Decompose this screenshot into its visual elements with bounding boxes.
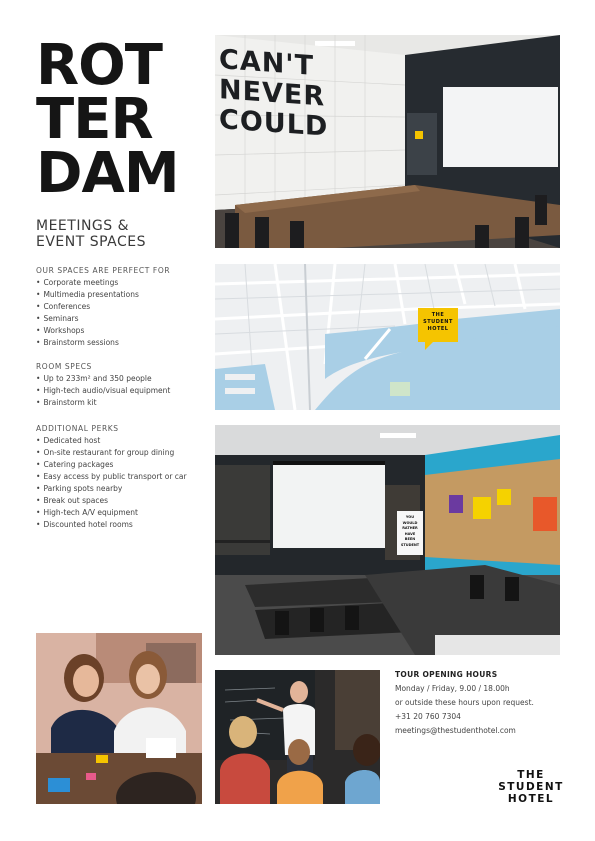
tour-heading: TOUR OPENING HOURS <box>395 670 498 679</box>
teal-room-illustration <box>215 425 560 655</box>
perks-list <box>36 435 187 531</box>
meeting-room-photo-2 <box>215 425 560 655</box>
brand-line-1: THE <box>517 769 545 781</box>
section-heading-room-specs: ROOM SPECS <box>36 362 92 371</box>
spaces-list <box>36 277 139 349</box>
list-item: • Up to 233m² and 350 people <box>36 373 170 385</box>
brand-line-2: STUDENT <box>498 781 564 793</box>
tour-phone[interactable]: +31 20 760 7304 <box>395 712 461 721</box>
list-item: • On-site restaurant for group dining <box>36 447 187 459</box>
map-marker-line: STUDENT <box>423 319 453 325</box>
list-item: • Easy access by public transport or car <box>36 471 187 483</box>
section-heading-spaces: OUR SPACES ARE PERFECT FOR <box>36 266 171 275</box>
tour-email[interactable]: meetings@thestudenthotel.com <box>395 726 516 735</box>
room-specs-list <box>36 373 170 409</box>
wall-text-line-3: COULD <box>219 104 329 143</box>
location-map[interactable] <box>215 264 560 410</box>
title-line-2: TER <box>36 87 153 152</box>
list-item: • Discounted hotel rooms <box>36 519 187 531</box>
list-item: • Brainstorm kit <box>36 397 170 409</box>
sign-line: RATHER <box>402 526 418 530</box>
list-item: • Corporate meetings <box>36 277 139 289</box>
list-item: • Catering packages <box>36 459 187 471</box>
tour-note: or outside these hours upon request. <box>395 698 534 707</box>
presenter-illustration <box>215 670 380 804</box>
list-item: • Brainstorm sessions <box>36 337 139 349</box>
list-item: • High-tech A/V equipment <box>36 507 187 519</box>
women-meeting-illustration <box>36 633 202 804</box>
brand-line-3: HOTEL <box>507 793 555 805</box>
wall-text-line-2: NEVER <box>219 74 326 113</box>
sign-line: HAVE <box>404 531 416 536</box>
map-marker-label[interactable] <box>418 312 458 333</box>
subtitle-line-1: MEETINGS & <box>36 218 130 234</box>
room-sign <box>397 515 423 548</box>
list-item: • Seminars <box>36 313 139 325</box>
list-item: • High-tech audio/visual equipment <box>36 385 170 397</box>
wall-text-line-1: CAN'T <box>219 44 314 82</box>
list-item: • Parking spots nearby <box>36 483 187 495</box>
meeting-room-photo-1 <box>215 35 560 248</box>
title-line-1: ROT <box>36 33 162 98</box>
map-marker-line: HOTEL <box>427 326 449 332</box>
sign-line: BEEN <box>404 537 416 541</box>
map-marker-line: THE <box>431 312 445 318</box>
tour-hours: Monday / Friday, 9.00 / 18.00h <box>395 684 510 693</box>
list-item: • Multimedia presentations <box>36 289 139 301</box>
women-meeting-photo <box>36 633 202 804</box>
list-item: • Conferences <box>36 301 139 313</box>
list-item: • Break out spaces <box>36 495 187 507</box>
sign-line: WOULD <box>402 520 418 525</box>
list-item: • Dedicated host <box>36 435 187 447</box>
title-line-3: DAM <box>36 141 179 206</box>
sign-line: STUDENT <box>400 542 420 547</box>
list-item: • Workshops <box>36 325 139 337</box>
presenter-photo <box>215 670 380 804</box>
sign-line: YOU <box>405 515 415 519</box>
map-illustration <box>215 264 560 410</box>
subtitle-line-2: EVENT SPACES <box>36 234 147 250</box>
section-heading-perks: ADDITIONAL PERKS <box>36 424 119 433</box>
